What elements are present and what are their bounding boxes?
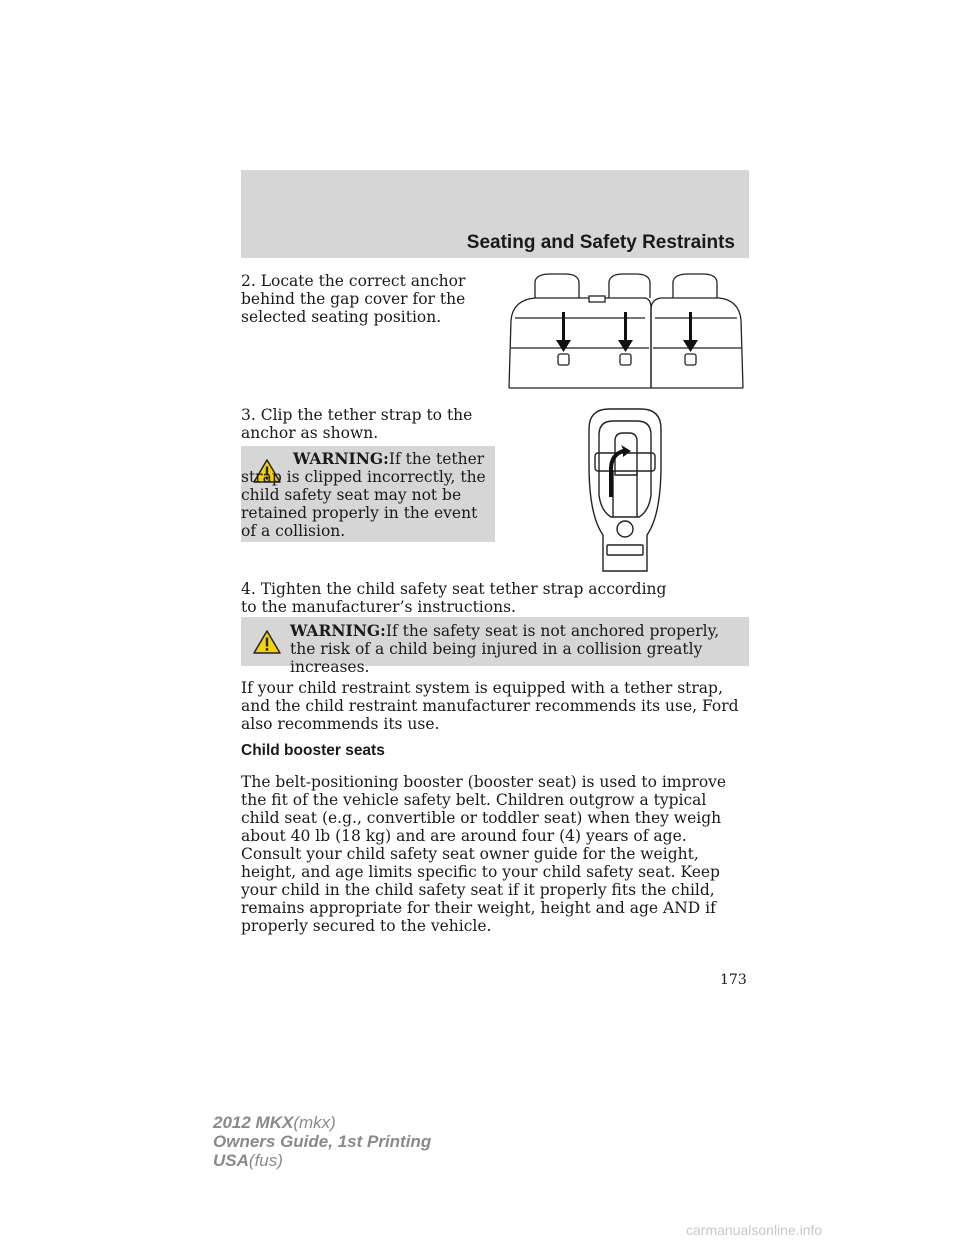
page-number: 173 [720, 972, 747, 988]
step-2-text: 2. Locate the correct anchor behind the gap cover for the selected seating position. [241, 272, 466, 326]
footer-model: 2012 MKX [213, 1113, 294, 1132]
warning-triangle-icon [253, 629, 281, 655]
footer-market-code: (fus) [248, 1151, 283, 1170]
step-4-text: 4. Tighten the child safety seat tether strap according to the manufacturer’s instructions. [241, 580, 667, 616]
booster-paragraph: The belt-positioning booster (booster seat) is used to improve the fit of the vehicle safety belt. Children outgrow a typical child seat (e.g., convertible or toddler seat) when they weigh about 40 lb (18 kg) and are around four (4) years of age. Consult your child safety seat owner guide for the weight, height, and age limits specific to your child safety seat. Keep your child in the child safety seat if it properly fits the child, remains appropriate for their weight, height and age AND if properly secured to the vehicle. [241, 773, 727, 935]
warning-label: WARNING: [290, 621, 386, 640]
warning-box-anchor [241, 617, 749, 676]
warning-text: If the safety seat is not anchored properly, the risk of a child being injured in a collision greatly increases. [290, 622, 720, 676]
warning-box-tether-clip [241, 446, 495, 542]
tether-clip-illustration [585, 405, 665, 573]
document-footer [213, 1113, 431, 1170]
section-header [241, 170, 749, 258]
footer-market: USA [213, 1151, 249, 1170]
booster-heading: Child booster seats [241, 742, 385, 759]
watermark: carmanualsonline.info [686, 1222, 823, 1238]
warning-label: WARNING: [293, 449, 389, 468]
section-title: Seating and Safety Restraints [466, 232, 735, 253]
warning-text: If the tether strap is clipped incorrectly, the child safety seat may not be retained properly in the event of a collision. [241, 450, 486, 540]
footer-model-code: (mkx) [293, 1113, 336, 1132]
step-3-text: 3. Clip the tether strap to the anchor as shown. [241, 406, 473, 442]
footer-printing: Owners Guide, 1st Printing [213, 1132, 432, 1151]
rear-seat-anchor-illustration [505, 268, 745, 392]
tether-paragraph: If your child restraint system is equipped with a tether strap, and the child restraint manufacturer recommends its use, Ford also recommends its use. [241, 679, 739, 733]
